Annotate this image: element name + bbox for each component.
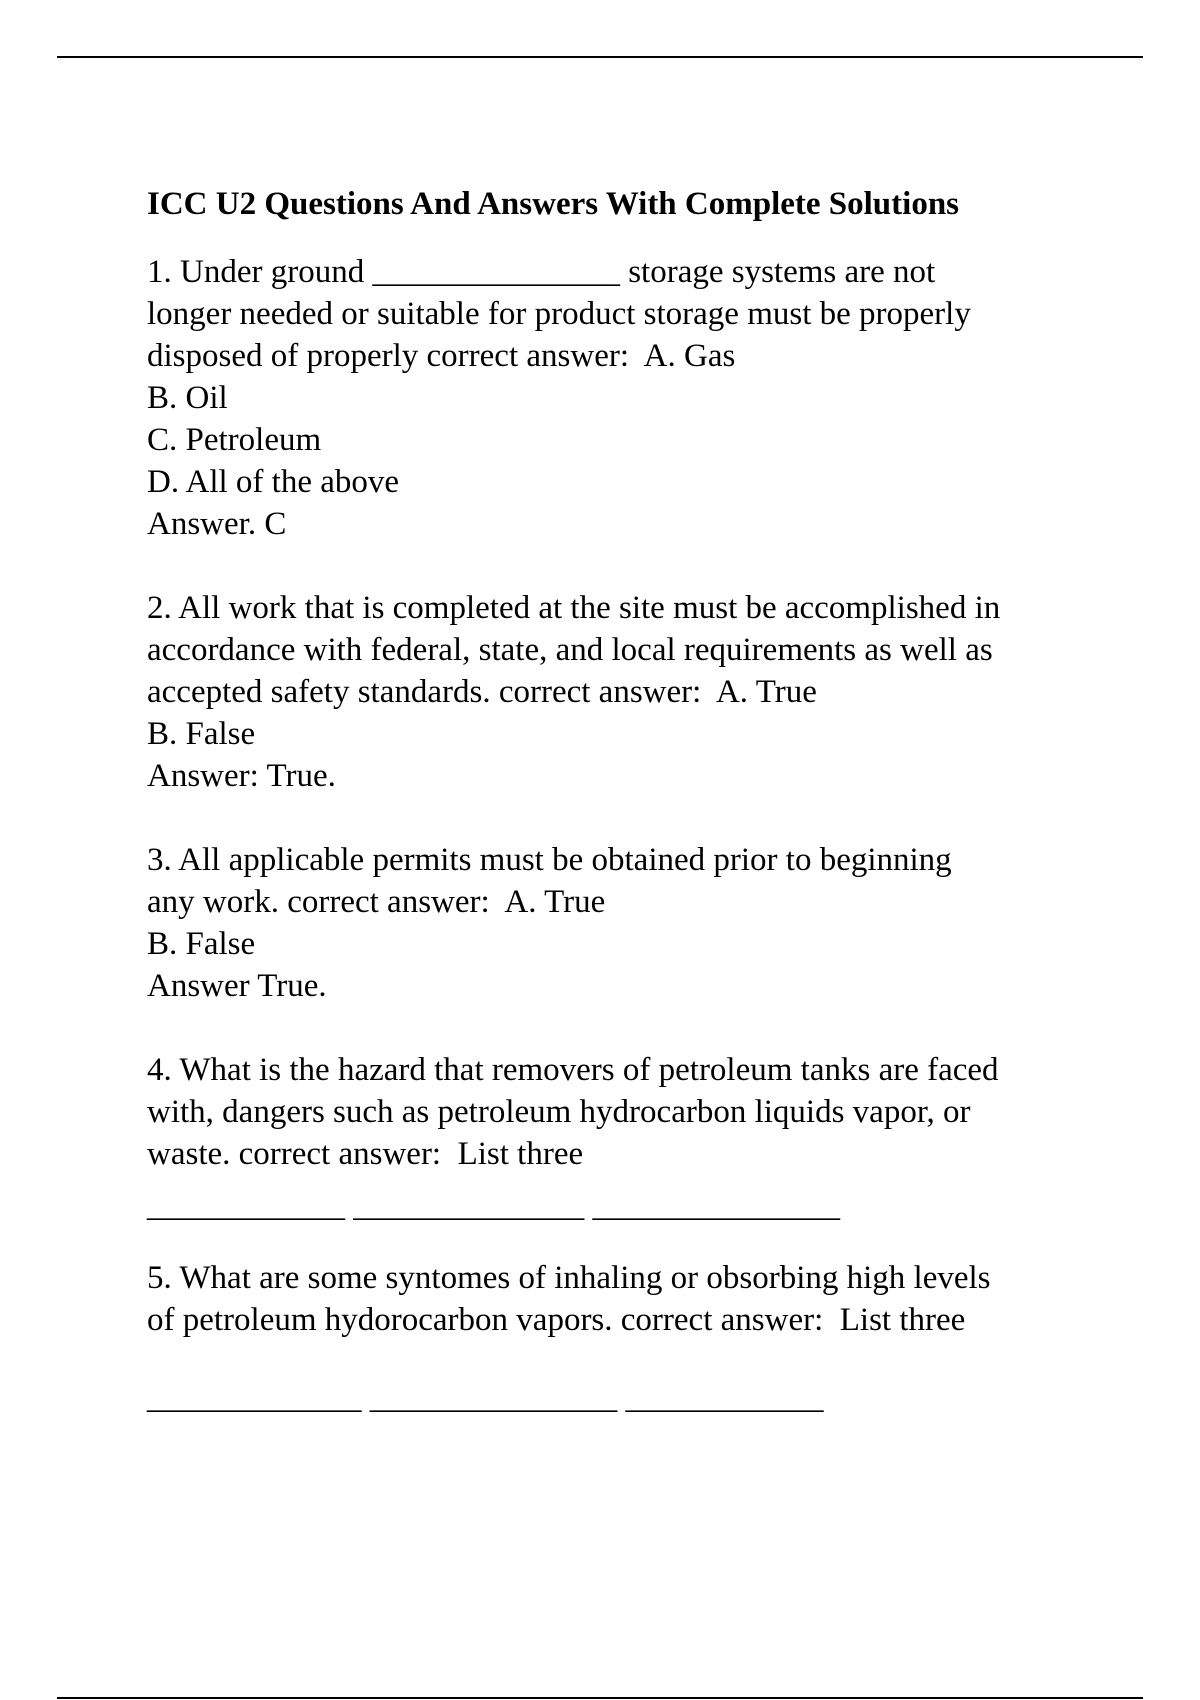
answer-blanks: ____________ ______________ _______________ (147, 1188, 840, 1224)
top-rule (57, 56, 1143, 58)
option-line: B. Oil (147, 380, 228, 416)
question-line: of petroleum hydorocarbon vapors. correct answer: List three (147, 1302, 966, 1338)
question-line: with, dangers such as petroleum hydrocarbon liquids vapor, or (147, 1094, 971, 1130)
question-2 (147, 587, 1107, 797)
option-line: D. All of the above (147, 464, 400, 500)
question-4 (147, 1049, 1107, 1227)
answer-line: Answer. C (147, 506, 287, 542)
question-line: accepted safety standards. correct answer: A. True (147, 674, 817, 710)
document-title: ICC U2 Questions And Answers With Complete Solutions (147, 186, 960, 222)
question-line: accordance with federal, state, and local requirements as well as (147, 632, 993, 668)
bottom-rule (57, 1697, 1143, 1699)
question-line: 5. What are some syntomes of inhaling or obsorbing high levels (147, 1260, 991, 1296)
question-line: any work. correct answer: A. True (147, 884, 606, 920)
question-line: waste. correct answer: List three (147, 1136, 584, 1172)
question-line: 2. All work that is completed at the site must be accomplished in (147, 590, 1001, 626)
question-1 (147, 251, 1107, 545)
answer-line: Answer: True. (147, 758, 336, 794)
question-5 (147, 1257, 1107, 1419)
question-line: 3. All applicable permits must be obtained prior to beginning (147, 842, 952, 878)
question-line: longer needed or suitable for product storage must be properly (147, 296, 971, 332)
option-line: B. False (147, 926, 256, 962)
option-line: C. Petroleum (147, 422, 322, 458)
option-line: B. False (147, 716, 256, 752)
answer-line: Answer True. (147, 968, 327, 1004)
answer-blanks: _____________ _______________ ____________ (147, 1380, 824, 1416)
question-line: 1. Under ground _______________ storage systems are not (147, 254, 936, 290)
question-line: disposed of properly correct answer: A. Gas (147, 338, 736, 374)
question-3 (147, 839, 1107, 1007)
question-line: 4. What is the hazard that removers of petroleum tanks are faced (147, 1052, 999, 1088)
document-body (147, 183, 1107, 1449)
